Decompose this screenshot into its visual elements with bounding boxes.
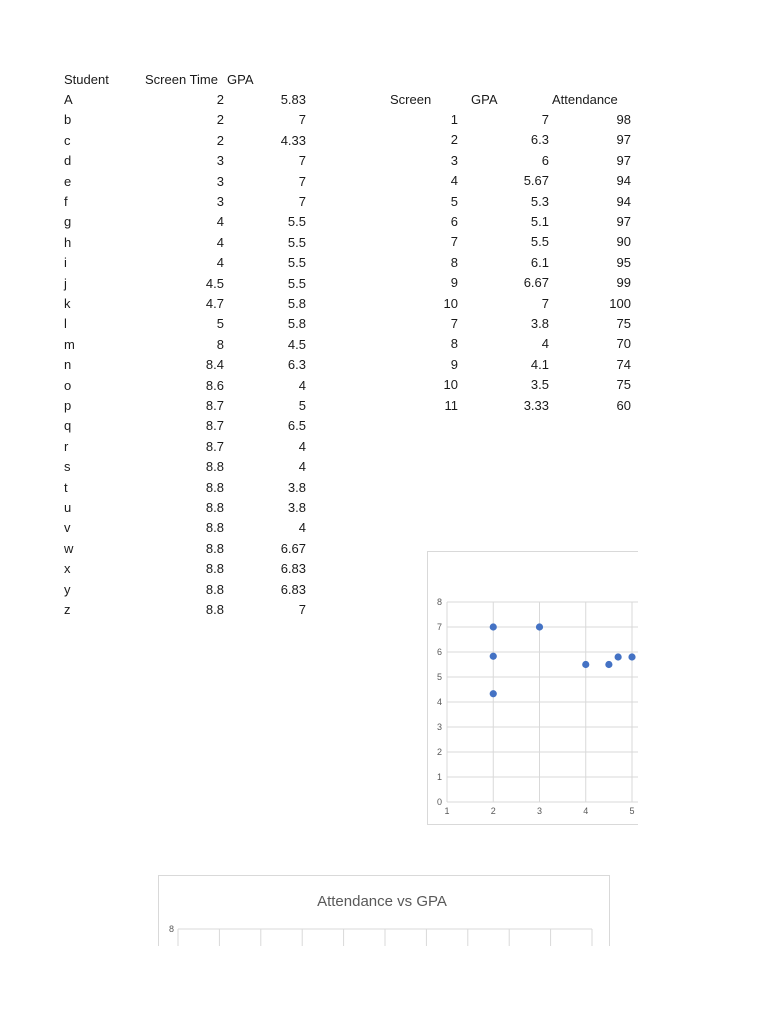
table-row	[390, 110, 631, 130]
y-tick-label: 6	[436, 647, 442, 657]
screen-time-cell: 8.4	[205, 357, 224, 373]
gpa-cell: 4.5	[287, 336, 306, 352]
gpa-cell: 5.67	[523, 173, 549, 189]
gpa-cell: 5.5	[287, 255, 306, 271]
student-cell: j	[64, 275, 67, 291]
screen-cell: 8	[450, 336, 458, 352]
screen-time-cell: 8.8	[205, 479, 224, 495]
header-screen-time: Screen Time	[145, 72, 218, 87]
student-cell: y	[64, 581, 71, 597]
student-cell: i	[64, 255, 67, 271]
table-row	[64, 457, 306, 477]
screen-time-cell: 8.8	[205, 561, 224, 577]
gpa-cell: 5.1	[530, 214, 549, 229]
student-cell: d	[64, 153, 72, 169]
screen-cell: 3	[450, 152, 458, 168]
gpa-cell: 6.3	[530, 132, 549, 148]
attendance-cell: 97	[616, 214, 631, 229]
gpa-cell: 4	[298, 438, 306, 454]
gpa-cell: 6.5	[287, 418, 306, 434]
table-row	[390, 171, 631, 191]
table-row	[390, 314, 631, 334]
table-row	[390, 294, 631, 314]
data-point	[536, 623, 543, 630]
gpa-cell: 3.8	[287, 479, 306, 495]
screen-time-cell: 4.5	[205, 275, 224, 291]
attendance-cell: 75	[616, 377, 631, 393]
table-row	[64, 192, 306, 212]
gpa-cell: 5.8	[287, 316, 306, 332]
table-row	[390, 334, 631, 354]
student-cell: p	[64, 398, 72, 413]
x-tick-label: 4	[583, 806, 589, 816]
attendance-cell: 98	[616, 112, 631, 127]
gpa-cell: 4	[298, 377, 306, 393]
screen-time-cell: 3	[216, 173, 224, 189]
header-attendance: Attendance	[552, 92, 618, 107]
table-row	[64, 498, 306, 518]
gpa-cell: 5.5	[530, 234, 549, 250]
table-row	[64, 396, 306, 416]
gpa-cell: 3.8	[287, 500, 306, 515]
table-row	[64, 478, 306, 498]
header-gpa-right: GPA	[471, 92, 498, 107]
screen-time-cell: 2	[216, 132, 224, 148]
gpa-cell: 6.83	[280, 561, 306, 577]
table-row	[64, 416, 306, 436]
student-cell: h	[64, 234, 72, 250]
gpa-cell: 5	[298, 398, 306, 413]
screen-cell: 2	[450, 132, 458, 148]
table-row	[390, 192, 631, 212]
table-row	[64, 580, 306, 600]
gpa-cell: 3.8	[530, 316, 549, 331]
data-point	[615, 653, 622, 660]
table-row	[64, 172, 306, 192]
gpa-cell: 6.67	[523, 275, 549, 291]
screen-time-cell: 8.8	[205, 581, 224, 597]
table-row	[64, 253, 306, 273]
attendance-cell: 99	[616, 275, 631, 291]
table-row	[64, 90, 306, 110]
screen-time-cell: 2	[216, 92, 224, 107]
data-point	[490, 653, 497, 660]
table-row	[64, 539, 306, 559]
screen-time-gpa-chart[interactable]	[427, 551, 638, 825]
gpa-cell: 4	[298, 520, 306, 536]
y-tick-label: 3	[436, 722, 442, 732]
table-row	[64, 274, 306, 294]
gpa-cell: 7	[298, 194, 306, 209]
attendance-cell: 95	[616, 254, 631, 270]
student-table	[64, 70, 324, 630]
gpa-cell: 3.33	[523, 397, 549, 413]
gpa-cell: 4	[298, 459, 306, 475]
x-tick-label: 3	[536, 806, 543, 816]
gpa-cell: 7	[541, 112, 549, 127]
screen-cell: 9	[450, 275, 458, 291]
attendance-cell: 75	[616, 316, 631, 331]
gpa-cell: 6	[541, 152, 549, 168]
table-row	[390, 151, 631, 171]
student-cell: e	[64, 173, 72, 189]
y-tick-label: 8	[168, 924, 174, 934]
y-tick-label: 5	[436, 672, 442, 682]
gpa-cell: 5.5	[287, 214, 306, 230]
screen-time-cell: 8.8	[205, 500, 224, 515]
table-row	[390, 232, 631, 252]
gpa-cell: 5.83	[280, 92, 306, 107]
student-cell: b	[64, 112, 72, 128]
table-row	[64, 110, 306, 130]
student-cell: u	[64, 500, 72, 515]
student-cell: g	[64, 214, 72, 230]
attendance-cell: 74	[616, 356, 631, 372]
attendance-cell: 60	[616, 397, 631, 413]
gpa-cell: 7	[541, 295, 549, 311]
attendance-cell: 90	[616, 234, 631, 250]
screen-time-cell: 4.7	[205, 296, 224, 311]
screen-time-cell: 8.7	[205, 418, 224, 434]
table-row	[390, 253, 631, 273]
student-cell: A	[64, 92, 73, 107]
x-tick-label: 2	[490, 806, 496, 816]
student-cell: f	[64, 194, 68, 209]
screen-cell: 1	[450, 112, 458, 127]
student-cell: v	[64, 520, 71, 536]
screen-time-cell: 2	[216, 112, 224, 128]
y-tick-label: 2	[436, 747, 442, 757]
table-row	[64, 212, 306, 232]
screen-cell: 5	[450, 193, 458, 209]
student-cell: n	[64, 357, 72, 373]
screen-cell: 10	[443, 295, 458, 311]
table-row	[64, 376, 306, 396]
screen-cell: 7	[450, 234, 458, 250]
gpa-cell: 5.3	[530, 193, 549, 209]
gpa-cell: 7	[298, 153, 306, 169]
attendance-cell: 100	[609, 295, 631, 311]
header-student: Student	[64, 72, 109, 87]
table-row	[64, 437, 306, 457]
gpa-cell: 5.5	[287, 234, 306, 250]
table-row	[64, 518, 306, 538]
data-point	[490, 623, 497, 630]
table-row	[64, 600, 306, 620]
screen-time-cell: 4	[216, 234, 224, 250]
screen-cell: 6	[450, 214, 458, 229]
y-tick-label: 8	[436, 597, 442, 607]
student-cell: l	[64, 316, 67, 332]
gpa-cell: 3.5	[530, 377, 549, 393]
student-cell: t	[64, 479, 68, 495]
gpa-cell: 6.67	[280, 540, 306, 556]
table-row	[64, 151, 306, 171]
attendance-cell: 97	[616, 152, 631, 168]
gpa-cell: 7	[298, 173, 306, 189]
data-point	[628, 653, 635, 660]
student-cell: k	[64, 296, 71, 311]
chart-title: Attendance vs GPA	[317, 893, 447, 910]
attendance-cell: 94	[616, 173, 631, 189]
y-tick-label: 0	[436, 797, 442, 807]
gpa-cell: 6.83	[280, 581, 306, 597]
screen-time-cell: 8.7	[205, 398, 224, 413]
table-row	[390, 130, 631, 150]
y-tick-label: 1	[436, 772, 442, 782]
data-point	[490, 690, 497, 697]
screen-time-cell: 8.8	[205, 520, 224, 536]
student-cell: r	[64, 438, 69, 454]
gpa-cell: 4	[541, 336, 549, 352]
screen-cell: 7	[450, 316, 458, 331]
attendance-cell: 94	[616, 193, 631, 209]
screen-time-cell: 8.8	[205, 602, 224, 617]
table-row	[390, 212, 631, 232]
screen-cell: 4	[450, 173, 458, 189]
screen-cell: 9	[450, 356, 458, 372]
student-cell: s	[64, 459, 71, 475]
screen-time-cell: 4	[216, 255, 224, 271]
table-row	[390, 355, 631, 375]
student-cell: c	[64, 132, 71, 148]
gpa-cell: 4.1	[530, 356, 549, 372]
data-point	[582, 661, 589, 668]
student-cell: o	[64, 377, 72, 393]
table-row	[64, 233, 306, 253]
attendance-cell: 97	[616, 132, 631, 148]
student-cell: w	[64, 540, 74, 556]
screen-time-cell: 5	[216, 316, 224, 332]
screen-cell: 10	[443, 377, 458, 393]
screen-time-cell: 4	[216, 214, 224, 230]
student-cell: q	[64, 418, 72, 434]
x-tick-label: 5	[629, 806, 635, 816]
header-gpa: GPA	[227, 72, 254, 87]
screen-cell: 8	[450, 254, 458, 270]
table-row	[64, 355, 306, 375]
attendance-cell: 70	[616, 336, 631, 352]
table-row	[64, 294, 306, 314]
student-cell: x	[64, 561, 71, 577]
screen-time-cell: 8.6	[205, 377, 224, 393]
header-screen: Screen	[390, 92, 432, 107]
student-cell: m	[64, 336, 75, 352]
screen-gpa-attendance-table	[390, 90, 640, 420]
screen-time-cell: 8.7	[205, 438, 224, 454]
table-row	[64, 335, 306, 355]
table-row	[64, 131, 306, 151]
attendance-chart-plot	[159, 876, 609, 946]
table-row	[64, 559, 306, 579]
table-row	[64, 314, 306, 334]
gpa-cell: 4.33	[280, 132, 306, 148]
screen-time-cell: 3	[216, 194, 224, 209]
gpa-cell: 6.1	[530, 254, 549, 270]
table-row	[390, 273, 631, 293]
gpa-cell: 7	[298, 602, 306, 617]
screen-time-cell: 3	[216, 153, 224, 169]
data-point	[605, 661, 612, 668]
gpa-cell: 7	[298, 112, 306, 128]
y-tick-label: 7	[436, 622, 442, 632]
scatter-plot	[428, 552, 638, 824]
table-row	[390, 375, 631, 395]
x-tick-label: 1	[444, 806, 450, 816]
screen-cell: 11	[444, 397, 458, 413]
table-row	[390, 396, 631, 416]
screen-time-cell: 8.8	[205, 459, 224, 475]
gpa-cell: 6.3	[287, 357, 306, 373]
screen-time-cell: 8.8	[205, 540, 224, 556]
gpa-cell: 5.8	[287, 296, 306, 311]
student-cell: z	[64, 602, 71, 617]
y-tick-label: 4	[436, 697, 442, 707]
attendance-gpa-chart[interactable]	[158, 875, 610, 946]
screen-time-cell: 8	[216, 336, 224, 352]
gpa-cell: 5.5	[287, 275, 306, 291]
